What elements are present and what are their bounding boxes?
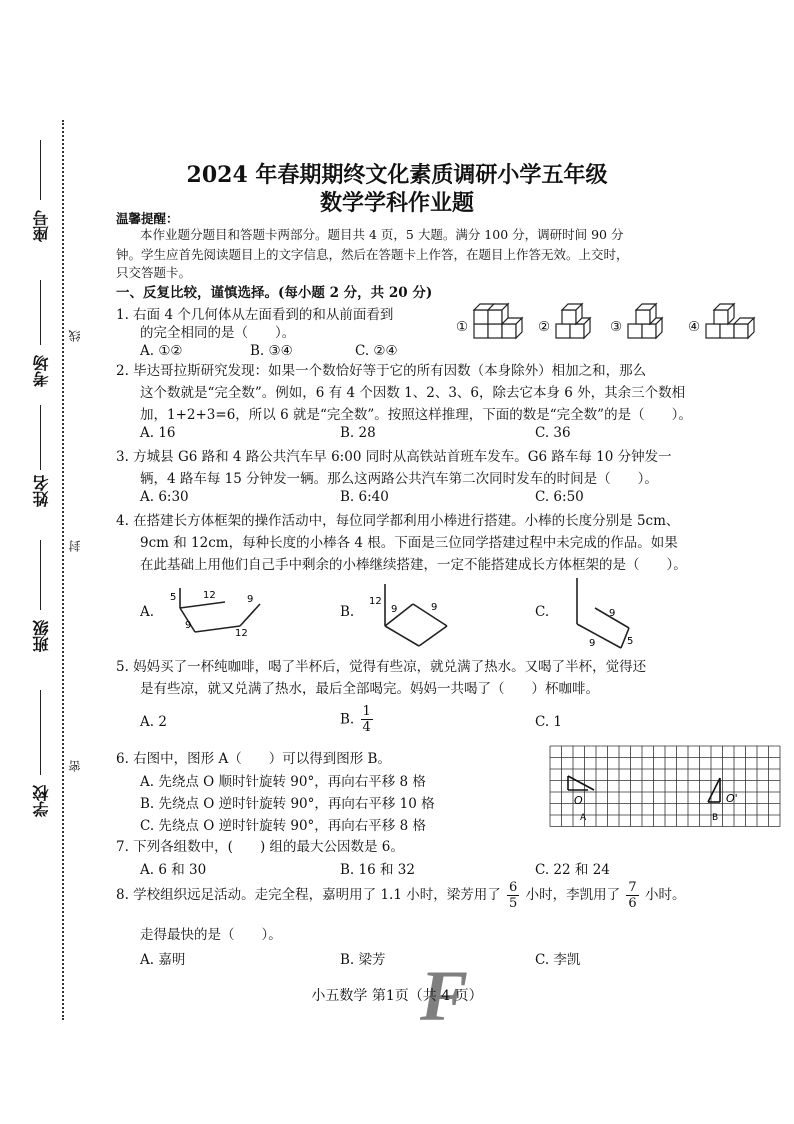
q1-option-c[interactable]: C. ②④ xyxy=(355,343,398,359)
q6-option-a[interactable]: A. 先绕点 O 顺时针旋转 90°，再向右平移 8 格 xyxy=(140,774,426,790)
q7-option-c[interactable]: C. 22 和 24 xyxy=(535,862,610,878)
q7-line1: 7. 下列各组数中，( ) 组的最大公因数是 6。 xyxy=(116,839,404,855)
q1-cube-stacks-icon xyxy=(452,300,762,350)
title-line2: 数学学科作业题 xyxy=(319,190,474,216)
q6-grid-label-o: O xyxy=(574,794,583,807)
q8-line1 xyxy=(116,880,685,911)
name-label: 姓名 xyxy=(32,475,51,507)
q6-grid-label-b: B xyxy=(712,813,719,823)
q4-frame-c-figure xyxy=(565,572,655,652)
q3-line2: 辆，4 路车每 15 分钟发一辆。那么这两路公共汽车第二次同时发车的时间是（ ）。 xyxy=(140,471,658,487)
seal-mi-char: 密 xyxy=(68,760,82,772)
q2-line3: 加，1+2+3=6，所以 6 就是“完全数”。按照这样推理，下面的数是“完全数”的是（ ）。 xyxy=(140,407,692,423)
q4-option-a[interactable]: A. xyxy=(140,604,155,620)
q6-option-c[interactable]: C. 先绕点 O 逆时针旋转 90°，再向右平移 8 格 xyxy=(140,818,426,834)
q5-option-c[interactable]: C. 1 xyxy=(535,714,563,730)
q8-line1-post: 小时。 xyxy=(644,887,686,903)
seal-feng-char: 封 xyxy=(68,540,82,552)
q8-f2-numerator: 7 xyxy=(628,880,637,895)
seat-label: 座号 xyxy=(32,210,51,242)
q4a-label-9-left: 9 xyxy=(185,620,192,631)
q6-grid-label-a: A xyxy=(580,813,587,823)
q1-option-a[interactable]: A. ①② xyxy=(140,343,183,359)
class-label: 班级 xyxy=(32,620,51,652)
q6-grid-figure xyxy=(548,744,788,830)
q4-frame-a-figure xyxy=(165,580,275,640)
q4b-label-12: 12 xyxy=(369,596,382,607)
title-line1: 2024 年春期期终文化素质调研小学五年级 xyxy=(186,162,608,188)
q1-line2: 的完全相同的是（ ）。 xyxy=(140,325,296,341)
q8-line2: 走得最快的是（ ）。 xyxy=(140,927,282,943)
q4-option-b[interactable]: B. xyxy=(340,604,355,620)
q6-option-b[interactable]: B. 先绕点 O 逆时针旋转 90°，再向右平移 10 格 xyxy=(140,796,435,812)
footer-watermark: F xyxy=(420,956,469,1036)
q4b-label-9-left: 9 xyxy=(391,604,398,615)
q2-line2: 这个数就是“完全数”。例如，6 有 4 个因数 1、2、3、6，除去它本身 6 外，其余三个数相 xyxy=(140,385,686,401)
q5-option-b[interactable] xyxy=(340,704,375,735)
exam-room-blank[interactable] xyxy=(40,280,42,345)
q8-fraction-1 xyxy=(507,880,519,911)
q8-f1-denominator: 5 xyxy=(509,896,518,911)
q4a-label-12-top: 12 xyxy=(203,590,216,601)
q5-line2: 是有些凉，就又兑满了热水，最后全部喝完。妈妈一共喝了（ ）杯咖啡。 xyxy=(140,681,599,697)
q4-option-c[interactable]: C. xyxy=(535,604,550,620)
q4c-label-5: 5 xyxy=(627,636,634,647)
seal-line-char: 线 xyxy=(68,330,82,342)
notice-line1: 本作业题分题目和答题卡两部分。题目共 4 页，5 大题。满分 100 分，调研时间 90 分 xyxy=(140,227,624,242)
q8-line1-mid: 小时，李凯用了 xyxy=(525,887,621,903)
q1-fig1-label: ① xyxy=(456,319,469,335)
q4c-label-9-bottom: 9 xyxy=(589,638,596,649)
q7-option-a[interactable]: A. 6 和 30 xyxy=(140,862,207,878)
q3-option-b[interactable]: B. 6:40 xyxy=(340,489,389,505)
q8-f1-numerator: 6 xyxy=(509,880,518,895)
q4b-label-9-right: 9 xyxy=(431,602,438,613)
school-blank[interactable] xyxy=(40,690,42,775)
q4-frame-b-figure xyxy=(365,580,455,650)
q1-line1: 1. 右面 4 个几何体从左面看到的和从前面看到 xyxy=(116,307,394,323)
q5-option-a[interactable]: A. 2 xyxy=(140,714,167,730)
q4-line2: 9cm 和 12cm，每种长度的小棒各 4 根。下面是三位同学搭建过程中未完成的作品。如果 xyxy=(140,535,678,551)
q2-line1: 2. 毕达哥拉斯研究发现：如果一个数恰好等于它的所有因数（本身除外）相加之和，那么 xyxy=(116,363,647,379)
q6-grid-label-o-prime: O' xyxy=(726,792,738,805)
q2-option-c[interactable]: C. 36 xyxy=(535,425,571,441)
q4a-label-5: 5 xyxy=(170,592,177,603)
class-blank[interactable] xyxy=(40,540,42,610)
q4a-label-12-bottom: 12 xyxy=(235,628,248,639)
q8-option-c[interactable]: C. 李凯 xyxy=(535,952,581,968)
q8-option-a[interactable]: A. 嘉明 xyxy=(140,952,186,968)
notice-heading: 温馨提醒： xyxy=(116,211,179,226)
notice-line2: 钟。学生应首先阅读题目上的文字信息，然后在答题卡上作答，在题目上作答无效。上交时， xyxy=(116,247,629,262)
q4-line3: 在此基础上用他们自己手中剩余的小棒继续搭建，一定不能搭建成长方体框架的是（ ）。 xyxy=(140,557,687,573)
q1-fig2-label: ② xyxy=(538,319,551,335)
q8-line1-pre: 8. 学校组织远足活动。走完全程，嘉明用了 1.1 小时，梁芳用了 xyxy=(116,887,501,903)
q8-option-b[interactable]: B. 梁芳 xyxy=(340,952,386,968)
school-label: 学校 xyxy=(32,785,51,817)
name-blank[interactable] xyxy=(40,405,42,470)
binding-dotted-line xyxy=(62,120,64,1020)
q5-option-b-prefix: B. xyxy=(340,711,355,728)
q1-fig3-label: ③ xyxy=(610,319,623,335)
q1-solids-figure xyxy=(452,300,762,350)
q5-option-b-fraction xyxy=(361,704,373,735)
q3-option-a[interactable]: A. 6:30 xyxy=(140,489,189,505)
q5-b-denominator: 4 xyxy=(362,720,371,735)
footer-page-number: 小五数学 第1页（共 4 页） xyxy=(311,988,483,1004)
q4c-label-9-top: 9 xyxy=(609,608,616,619)
q5-line1: 5. 妈妈买了一杯纯咖啡，喝了半杯后，觉得有些凉，就兑满了热水。又喝了半杯，觉得还 xyxy=(116,659,647,675)
q7-option-b[interactable]: B. 16 和 32 xyxy=(340,862,415,878)
q6-line1: 6. 右图中，图形 A（ ）可以得到图形 B。 xyxy=(116,751,391,767)
q3-line1: 3. 方城县 G6 路和 4 路公共汽车早 6:00 同时从高铁站首班车发车。G6 路车每 10 分钟发一 xyxy=(116,449,672,465)
q8-fraction-2 xyxy=(626,880,638,911)
q2-option-a[interactable]: A. 16 xyxy=(140,425,176,441)
notice-line3: 只交答题卡。 xyxy=(116,265,192,280)
q2-option-b[interactable]: B. 28 xyxy=(340,425,376,441)
q5-b-numerator: 1 xyxy=(362,704,371,719)
section1-heading: 一、反复比较，谨慎选择。(每小题 2 分，共 20 分) xyxy=(116,285,433,301)
q1-fig4-label: ④ xyxy=(688,319,701,335)
q8-f2-denominator: 6 xyxy=(628,896,637,911)
q1-option-b[interactable]: B. ③④ xyxy=(250,343,293,359)
q4-line1: 4. 在搭建长方体框架的操作活动中，每位同学都利用小棒进行搭建。小棒的长度分别是 5cm、 xyxy=(116,513,680,529)
q3-option-c[interactable]: C. 6:50 xyxy=(535,489,584,505)
q4a-label-9-right: 9 xyxy=(247,594,254,605)
exam-room-label: 考场 xyxy=(32,355,51,387)
